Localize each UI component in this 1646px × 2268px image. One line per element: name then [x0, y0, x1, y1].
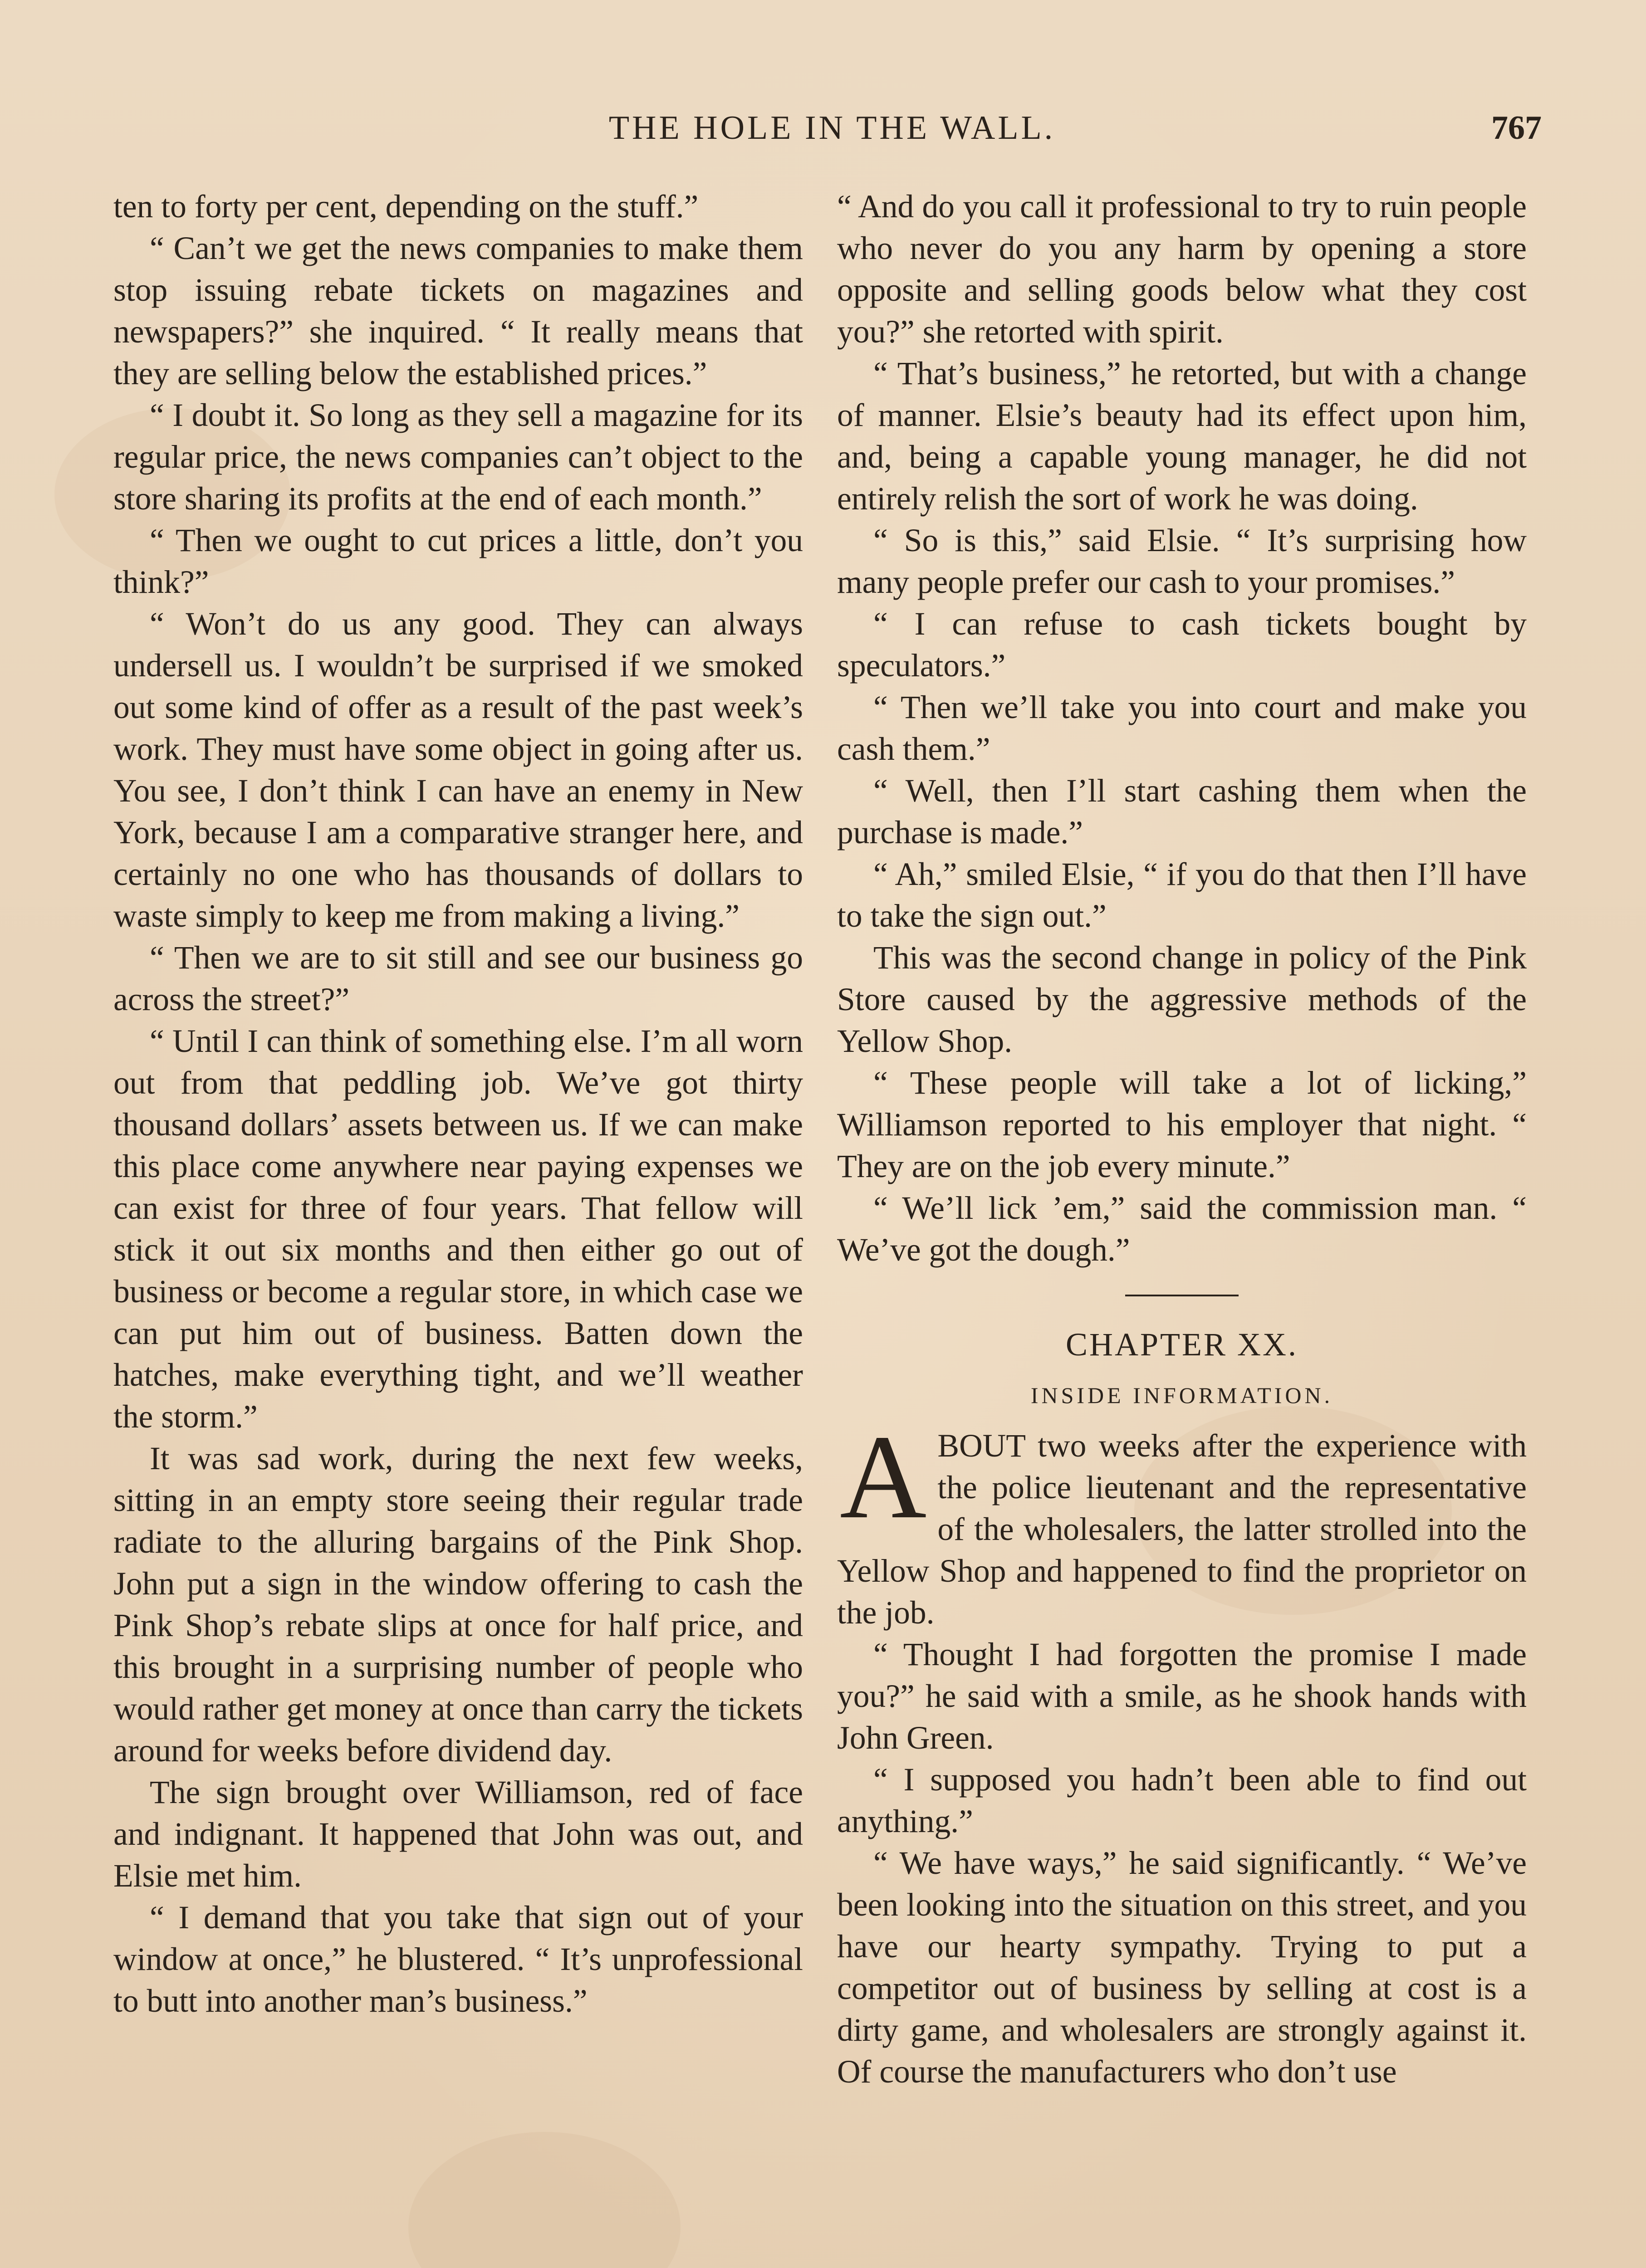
paragraph: “ I demand that you take that sign out of your window at once,” he blustered. “ It’s unprofessional to butt into another man’s business.” [113, 1900, 803, 2019]
paragraph: “ Ah,” smiled Elsie, “ if you do that then I’ll have to take the sign out.” [837, 856, 1527, 934]
chapter-opening-paragraph [837, 1411, 1527, 1634]
paragraph: “ These people will take a lot of licking,” Williamson reported to his employer that night. “ They are on the job every minute.” [837, 1065, 1527, 1184]
paragraph: It was sad work, during the next few weeks, sitting in an empty store seeing their regular trade radiate to the alluring bargains of the Pink Shop. John put a sign in the window offering to cash the Pink Shop’s rebate slips at once for half price, and this brought in a surprising number of people who would rather get money at once than carry the tickets around for weeks before dividend day. [113, 1441, 803, 1769]
paragraph: “ Until I can think of something else. I’m all worn out from that peddling job. We’ve got thirty thousand dollars’ assets between us. If we can make this place come anywhere near paying expenses we can exist for three of four years. That fellow will stick it out six months and then either go out of business or become a regular store, in which case we can put him out of business. Batten down the hatches, make everything tight, and we’ll weather the storm.” [113, 1023, 803, 1435]
paragraph: The sign brought over Williamson, red of face and indignant. It happened that John was out, and Elsie met him. [113, 1774, 803, 1894]
drop-cap: A [840, 1411, 927, 1544]
section-divider [1125, 1295, 1239, 1296]
paragraph: “ Then we ought to cut prices a little, don’t you think?” [113, 523, 803, 600]
paragraph: “ Thought I had forgotten the promise I made you?” he said with a smile, as he shook hands with John Green. [837, 1637, 1527, 1756]
paragraph: “ I doubt it. So long as they sell a magazine for its regular price, the news companies can’t object to the store sharing its profits at the end of each month.” [113, 397, 803, 517]
paragraph: “ So is this,” said Elsie. “ It’s surprising how many people prefer our cash to your promises.” [837, 523, 1527, 600]
paragraph: This was the second change in policy of the Pink Store caused by the aggressive methods of the Yellow Shop. [837, 940, 1527, 1059]
paragraph: “ I can refuse to cash tickets bought by speculators.” [837, 606, 1527, 684]
paragraph: “ That’s business,” he retorted, but with a change of manner. Elsie’s beauty had its effect upon him, and, being a capable young manager, he did not entirely relish the sort of work he was doing. [837, 356, 1527, 517]
running-head: THE HOLE IN THE WALL. [608, 109, 1056, 147]
paragraph: “ We’ll lick ’em,” said the commission man. “ We’ve got the dough.” [837, 1190, 1527, 1268]
paragraph: “ Then we are to sit still and see our business go across the street?” [113, 940, 803, 1017]
page-number: 767 [1491, 109, 1542, 147]
paragraph: “ Well, then I’ll start cashing them when the purchase is made.” [837, 773, 1527, 850]
chapter-opening-text: BOUT two weeks after the experience with the police lieutenant and the representative of the wholesalers, the latter strolled into the Yellow Shop and happened to find the proprietor on the job. [837, 1428, 1527, 1631]
paper-stain [408, 2132, 681, 2268]
paragraph: “ I supposed you hadn’t been able to find out anything.” [837, 1762, 1527, 1839]
paragraph: “ Then we’ll take you into court and make you cash them.” [837, 689, 1527, 767]
paragraph: ten to forty per cent, depending on the stuff.” [113, 189, 699, 225]
paragraph: “ Won’t do us any good. They can always undersell us. I wouldn’t be surprised if we smoked out some kind of offer as a result of the past week’s work. They must have some object in going after us. You see, I don’t think I can have an enemy in New York, because I am a comparative stranger here, and certainly no one who has thousands of dollars to waste simply to keep me from making a living.” [113, 606, 803, 934]
chapter-title: CHAPTER XX. [1065, 1326, 1298, 1363]
chapter-subtitle: INSIDE INFORMATION. [1030, 1383, 1333, 1408]
left-column [113, 186, 803, 2022]
right-column [837, 186, 1527, 2093]
paragraph: “ We have ways,” he said significantly. “ We’ve been looking into the situation on this street, and you have our hearty sympathy. Trying to put a competitor out of business by selling at cost is a dirty game, and wholesalers are strongly against it. Of course the manufacturers who don’t use [837, 1845, 1527, 2090]
paragraph: “ Can’t we get the news companies to make them stop issuing rebate tickets on magazines and newspapers?” she inquired. “ It really means that they are selling below the established prices.” [113, 230, 803, 391]
paragraph: “ And do you call it professional to try to ruin people who never do you any harm by opening a store opposite and selling goods below what they cost you?” she retorted with spirit. [837, 189, 1527, 350]
page-header [122, 109, 1542, 163]
